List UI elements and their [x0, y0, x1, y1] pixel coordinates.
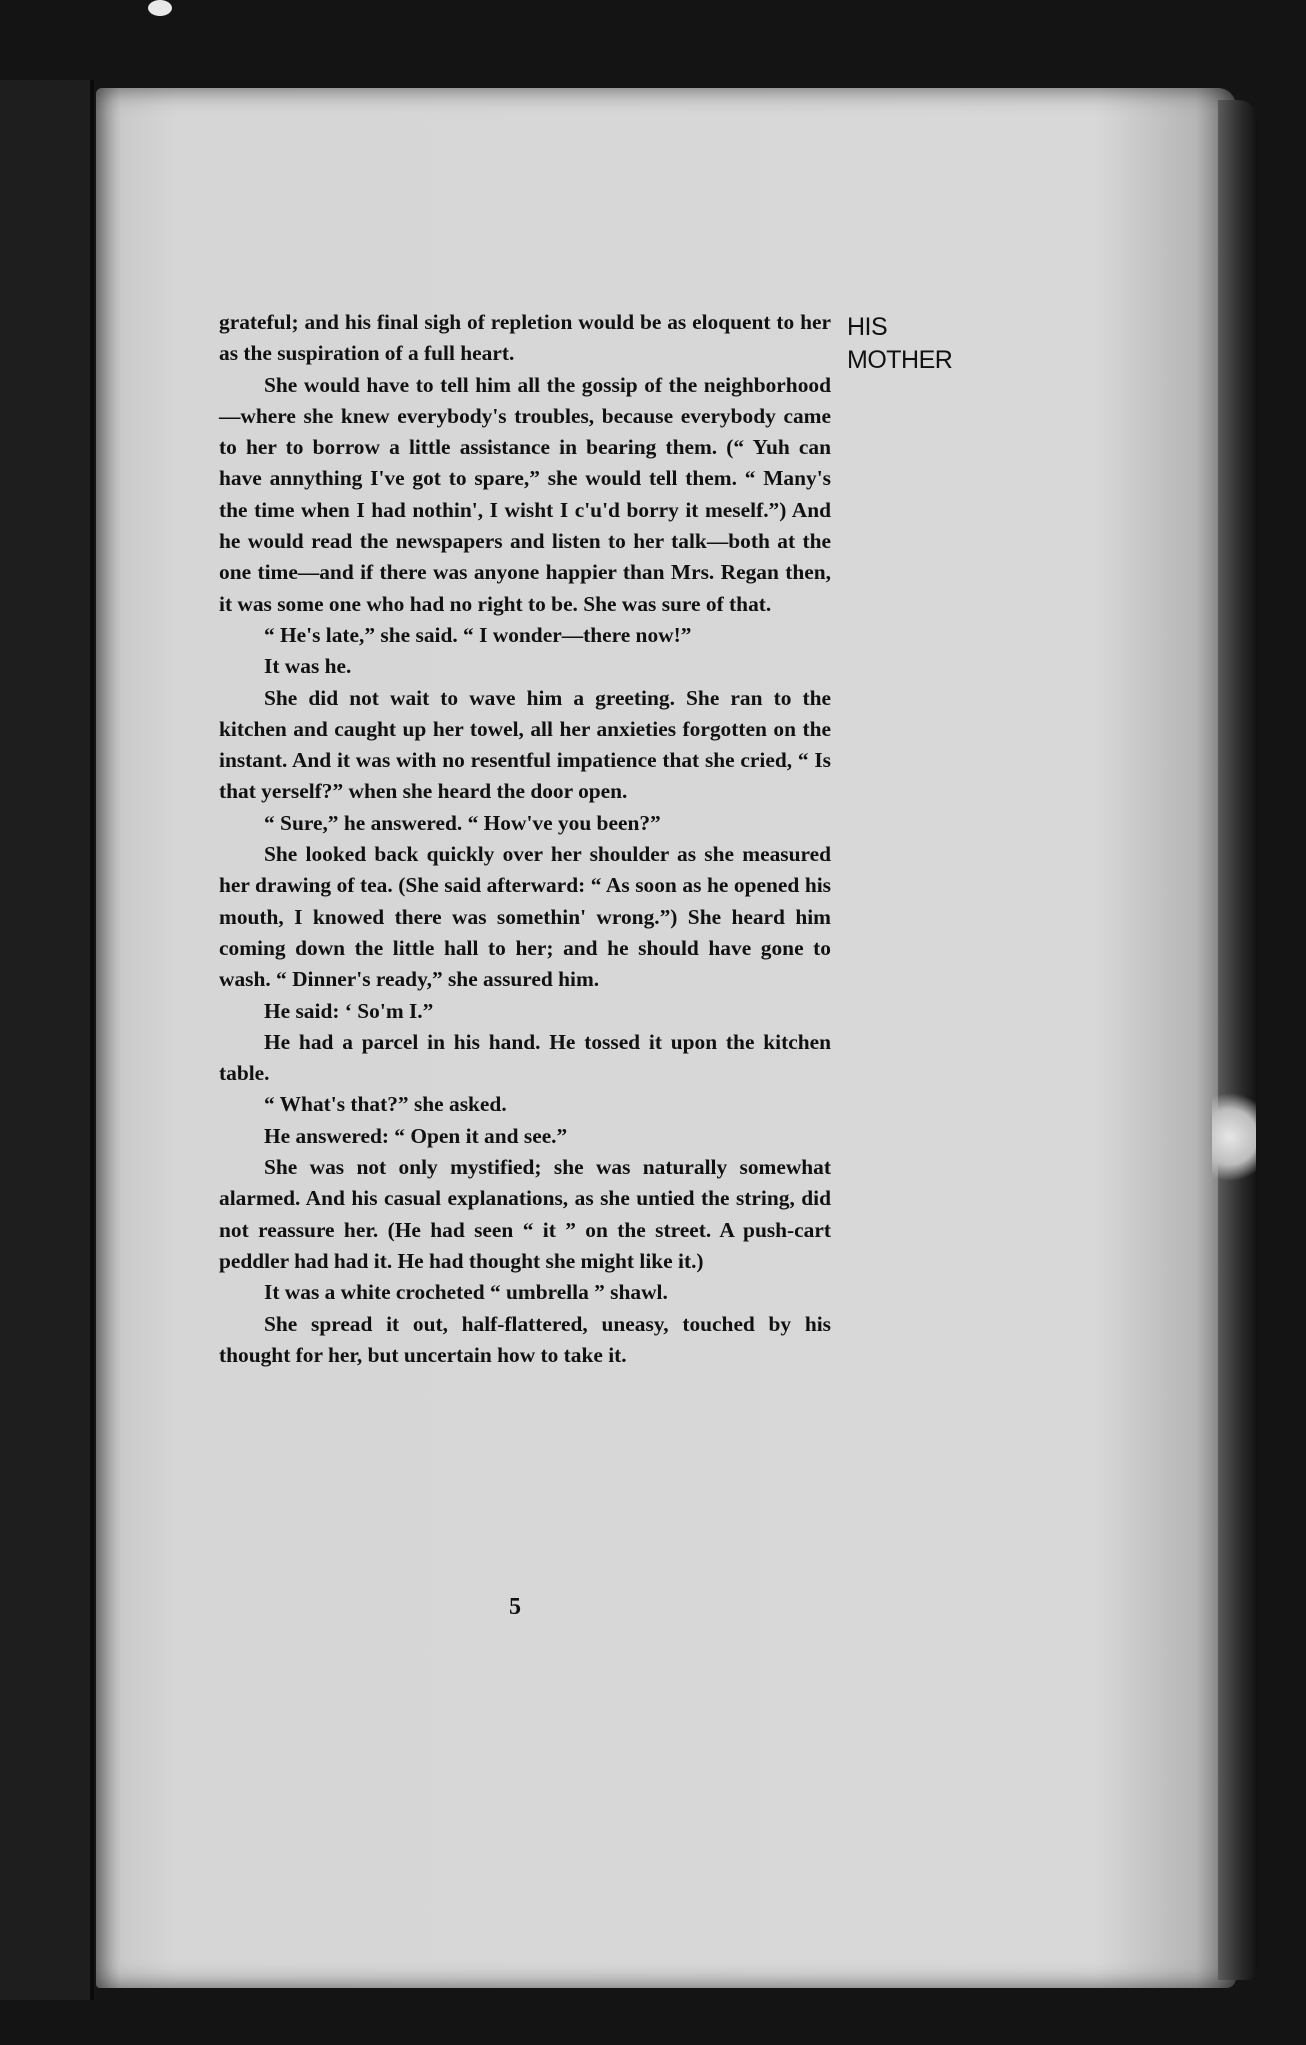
paragraph: She spread it out, half-flattered, uneasy, touched by his thought for her, but uncertain how to take it.	[219, 1311, 831, 1367]
paragraph: It was he.	[264, 654, 352, 679]
paragraph: “ What's that?” she asked.	[264, 1092, 507, 1117]
paragraph: grateful; and his final sigh of repletion would be as eloquent to her as the suspiration of a full heart.	[219, 310, 831, 366]
paragraph: She was not only mystified; she was naturally somewhat alarmed. And his casual explanations, as she untied the string, did not reassure her. (He had seen “ it ” on the street. A push-cart peddler had had it. He had thought she might like it.)	[219, 1155, 831, 1273]
page-number: 5	[509, 1594, 521, 1620]
paragraph: It was a white crocheted “ umbrella ” shawl.	[264, 1280, 668, 1305]
facing-page-edge	[0, 80, 94, 2000]
scan-artifact	[148, 0, 172, 16]
paragraph: She would have to tell him all the gossip of the neighborhood—where she knew everybody's troubles, because everybody came to her to borrow a little assistance in bearing them. (“ Yuh can have annything I've got to spare,” she would tell them. “ Many's the time when I had nothin', I wisht I c'u'd borry it meself.”) And he would read the newspapers and listen to her talk—both at the one time—and if there was anyone happier than Mrs. Regan then, it was some one who had no right to be. She was sure of that.	[219, 372, 831, 616]
page-edge-shadow	[1218, 100, 1258, 1980]
paragraph: He said: ‘ So'm I.”	[264, 998, 434, 1023]
body-text	[219, 307, 831, 1371]
paragraph: She did not wait to wave him a greeting. She ran to the kitchen and caught up her towel, all her anxieties forgotten on the instant. And it was with no resentful impatience that she cried, “ Is that yerself?” when she heard the door open.	[219, 685, 831, 804]
paragraph: He answered: “ Open it and see.”	[264, 1123, 568, 1148]
paper-tear	[1212, 1082, 1256, 1192]
paragraph: “ Sure,” he answered. “ How've you been?”	[264, 810, 661, 835]
paragraph: He had a parcel in his hand. He tossed it upon the kitchen table.	[219, 1029, 831, 1086]
running-head	[847, 311, 952, 377]
running-head-line-2: MOTHER	[847, 346, 953, 374]
paragraph: “ He's late,” she said. “ I wonder—there now!”	[264, 622, 692, 647]
paragraph: She looked back quickly over her shoulder as she measured her drawing of tea. (She said afterward: “ As soon as he opened his mouth, I knowed there was somethin' wrong.”) She heard him coming down the little hall to her; and he should have gone to wash. “ Dinner's ready,” she assured him.	[219, 842, 831, 992]
running-head-line-1: HIS	[847, 313, 888, 341]
